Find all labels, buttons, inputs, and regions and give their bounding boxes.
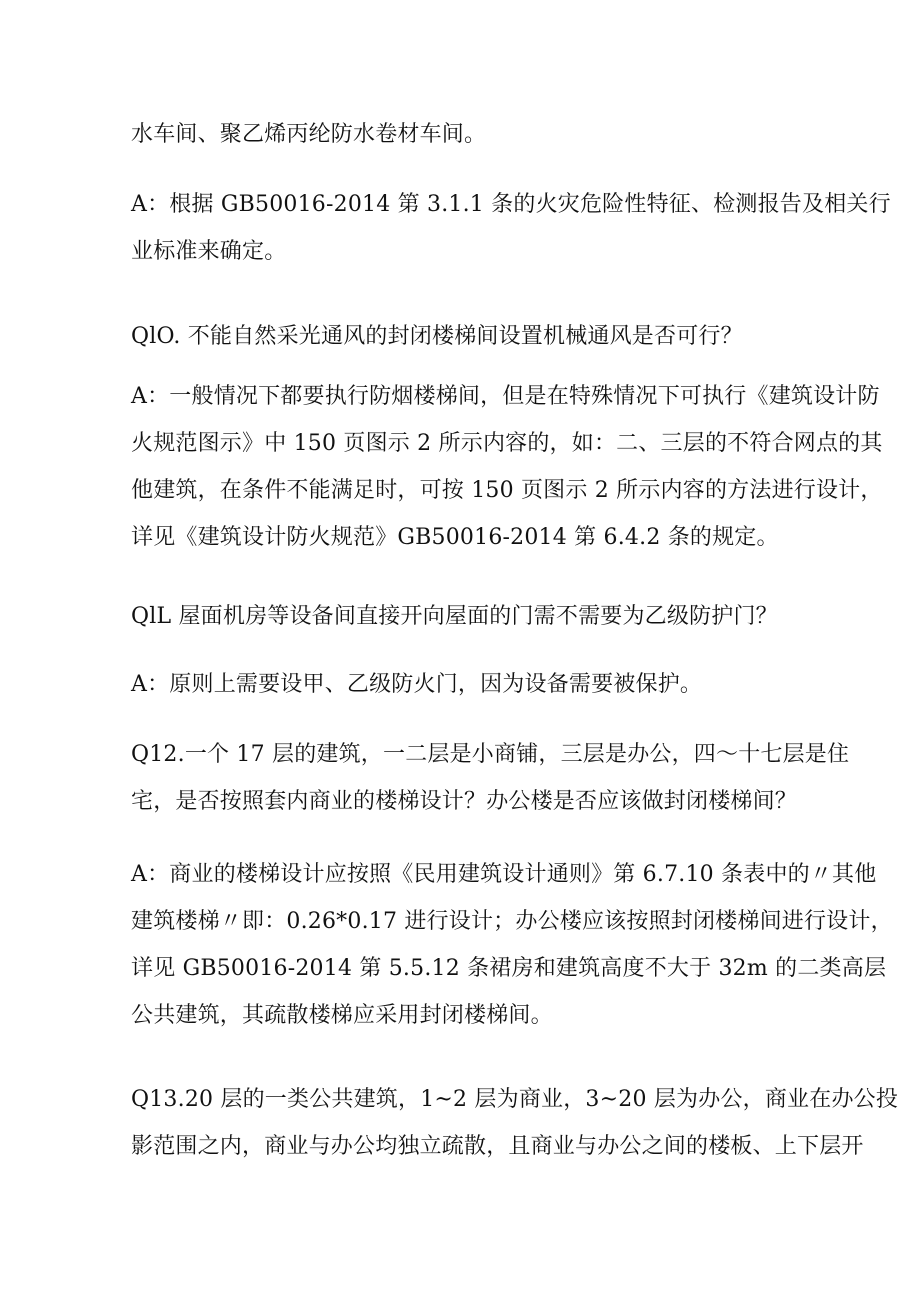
text-line: A：根据 GB50016-2014 第 3.1.1 条的火灾危险性特征、检测报告及相关行 — [131, 192, 891, 217]
text-line: 水车间、聚乙烯丙纶防水卷材车间。 — [131, 122, 487, 147]
text-line: 详见《建筑设计防火规范》GB50016-2014 第 6.4.2 条的规定。 — [131, 525, 779, 550]
answer-q12 — [131, 851, 893, 1039]
text-line: 详见 GB50016-2014 第 5.5.12 条裙房和建筑高度不大于 32m 的二类高层 — [131, 956, 887, 981]
text-line: 建筑楼梯〃即：0.26*0.17 进行设计；办公楼应该按照封闭楼梯间进行设计， — [131, 909, 893, 934]
answer-q10 — [131, 373, 883, 561]
question-q10 — [131, 313, 801, 360]
question-q12 — [131, 731, 850, 825]
text-line: A：商业的楼梯设计应按照《民用建筑设计通则》第 6.7.10 条表中的〃其他 — [131, 862, 877, 887]
text-line: 业标准来确定。 — [131, 239, 287, 264]
text-line: Q12.一个 17 层的建筑，一二层是小商铺，三层是办公，四～十七层是住 — [131, 742, 850, 767]
text-line: A：一般情况下都要执行防烟楼梯间，但是在特殊情况下可执行《建筑设计防 — [131, 384, 880, 409]
text-line: QlO. 不能自然采光通风的封闭楼梯间设置机械通风是否可行？ — [131, 324, 743, 349]
text-line: 宅，是否按照套内商业的楼梯设计？办公楼是否应该做封闭楼梯间？ — [131, 789, 798, 814]
text-line: 公共建筑，其疏散楼梯应采用封闭楼梯间。 — [131, 1003, 553, 1028]
answer-q11 — [131, 661, 801, 708]
text-line: QlL 屋面机房等设备间直接开向屋面的门需不需要为乙级防护门？ — [131, 604, 778, 629]
question-q11 — [131, 593, 801, 640]
text-line: Q13.20 层的一类公共建筑，1~2 层为商业，3~20 层为办公，商业在办公投 — [131, 1087, 899, 1112]
text-line: 影范围之内，商业与办公均独立疏散，且商业与办公之间的楼板、上下层开 — [131, 1134, 864, 1159]
paragraph-continuation — [131, 111, 801, 158]
question-q13 — [131, 1076, 899, 1170]
text-line: 他建筑，在条件不能满足时，可按 150 页图示 2 所示内容的方法进行设计， — [131, 478, 883, 503]
text-line: A：原则上需要设甲、乙级防火门，因为设备需要被保护。 — [131, 672, 703, 697]
text-line: 火规范图示》中 150 页图示 2 所示内容的，如：二、三层的不符合网点的其 — [131, 431, 883, 456]
answer-q9 — [131, 181, 891, 275]
